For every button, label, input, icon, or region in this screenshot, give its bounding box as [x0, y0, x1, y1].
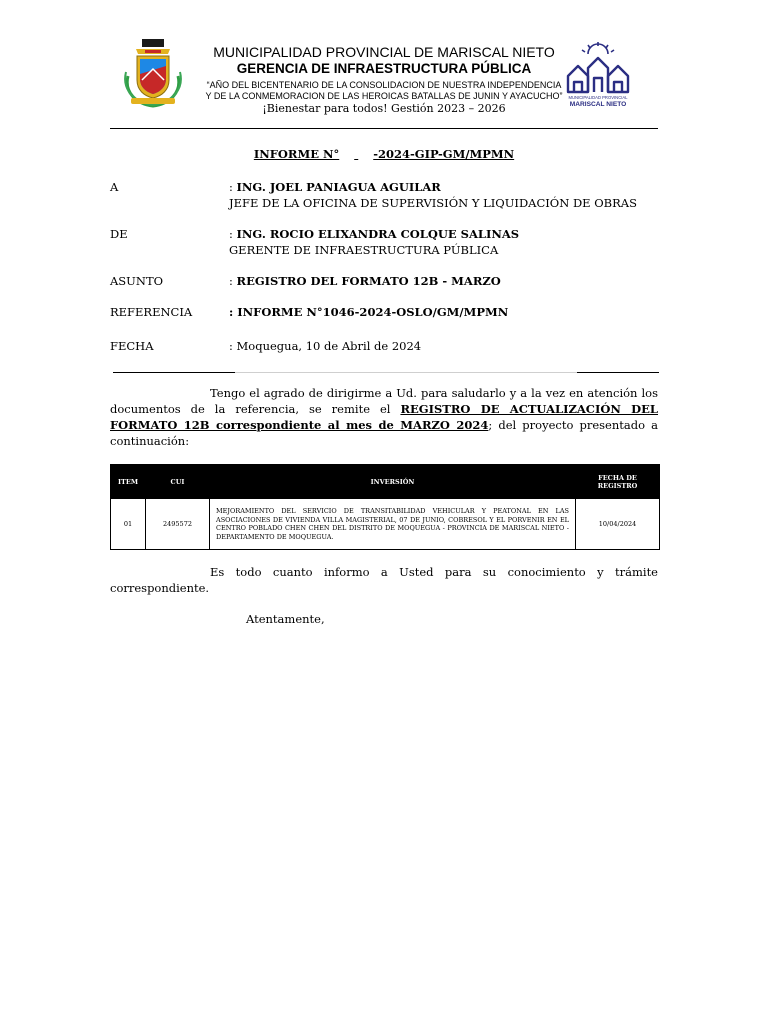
- field-asunto-label: ASUNTO: [110, 274, 164, 288]
- cell-cui: 2495572: [146, 499, 210, 550]
- separator: :: [229, 274, 233, 288]
- col-header-fecha: FECHA DE REGISTRO: [576, 465, 660, 499]
- header-year-line-2: Y DE LA CONMEMORACION DE LAS HEROICAS BATALLAS DE JUNIN Y AYACUCHO”: [205, 91, 563, 101]
- field-a-name: ING. JOEL PANIAGUA AGUILAR: [236, 180, 441, 194]
- body-paragraph: [110, 385, 658, 449]
- closing-text: Es todo cuanto informo a Usted para su conocimiento y trámite correspondiente.: [110, 565, 658, 595]
- field-a-value: [229, 180, 441, 194]
- separator: :: [229, 305, 234, 319]
- col-header-cui: CUI: [146, 465, 210, 499]
- body-bold-text: REGISTRO DE ACTUALIZACIÓN DEL FORMATO 12B correspondiente al mes de MARZO 2024: [110, 402, 659, 432]
- closing-paragraph: [110, 564, 658, 596]
- body-text-1: Tengo el agrado de dirigirme a Ud. para saludarlo y a la vez en atención los documentos de la referencia, se remite el: [110, 386, 658, 416]
- field-de-role: GERENTE DE INFRAESTRUCTURA PÚBLICA: [229, 243, 499, 257]
- col-header-inversion: INVERSIÓN: [210, 465, 576, 499]
- field-referencia-value: [229, 305, 508, 319]
- header-year-line-1: “AÑO DEL BICENTENARIO DE LA CONSOLIDACION DE NUESTRA INDEPENDENCIA: [206, 80, 562, 90]
- investment-table: [110, 464, 660, 550]
- header-divider: [110, 128, 658, 129]
- separator: :: [229, 180, 233, 194]
- header-department: GERENCIA DE INFRAESTRUCTURA PÚBLICA: [236, 61, 532, 76]
- cell-inversion: MEJORAMIENTO DEL SERVICIO DE TRANSITABILIDAD VEHICULAR Y PEATONAL EN LAS ASOCIACIONES DE VIVIENDA VILLA MAGISTERIAL, 07 DE JUNIO, COBRESOL Y EL PORVENIR EN EL CENTRO POBLADO CHEN CHEN DEL DISTRITO DE MOQUEGUA - PROVINCIA DE MARISCAL NIETO - DEPARTAMENTO DE MOQUEGUA.: [210, 499, 576, 550]
- table-header-row: [111, 465, 660, 499]
- field-de-label: DE: [110, 227, 128, 241]
- title-suffix: -2024-GIP-GM/MPMN: [373, 147, 515, 161]
- header-organization: MUNICIPALIDAD PROVINCIAL DE MARISCAL NIETO: [213, 44, 555, 60]
- field-de-name: ING. ROCIO ELIXANDRA COLQUE SALINAS: [236, 227, 520, 241]
- signature-line-right: [577, 372, 659, 373]
- separator: :: [229, 227, 233, 241]
- field-asunto-value: [229, 274, 501, 288]
- field-asunto-text: REGISTRO DEL FORMATO 12B - MARZO: [236, 274, 501, 288]
- field-a-label: A: [110, 180, 119, 194]
- cell-fecha: 10/04/2024: [576, 499, 660, 550]
- field-referencia-text: INFORME N°1046-2024-OSLO/GM/MPMN: [237, 305, 509, 319]
- field-a-role: JEFE DE LA OFICINA DE SUPERVISIÓN Y LIQUIDACIÓN DE OBRAS: [229, 196, 637, 210]
- field-fecha-value: [229, 339, 421, 353]
- closing-regards: Atentamente,: [246, 612, 325, 626]
- mariscal-nieto-brand-logo: [564, 42, 632, 108]
- signature-line-left: [113, 372, 235, 373]
- field-referencia-label: REFERENCIA: [110, 305, 193, 319]
- title-number-blank: [339, 147, 373, 161]
- field-fecha-text: Moquegua, 10 de Abril de 2024: [236, 339, 422, 353]
- header-slogan: ¡Bienestar para todos! Gestión 2023 – 2026: [262, 102, 506, 115]
- right-logo-line-2: MARISCAL NIETO: [569, 101, 627, 108]
- document-title: [0, 147, 768, 161]
- separator: :: [229, 339, 233, 353]
- title-prefix: INFORME N°: [253, 147, 340, 161]
- field-fecha-label: FECHA: [110, 339, 154, 353]
- field-de-value: [229, 227, 519, 241]
- right-logo-line-1: MUNICIPALIDAD PROVINCIAL: [568, 95, 628, 100]
- col-header-item: ITEM: [111, 465, 146, 499]
- cell-item: 01: [111, 499, 146, 550]
- signature-line-center: [235, 372, 577, 373]
- body-text-2: ; del proyecto presentado a continuación:: [110, 418, 658, 448]
- table-row: [111, 499, 660, 550]
